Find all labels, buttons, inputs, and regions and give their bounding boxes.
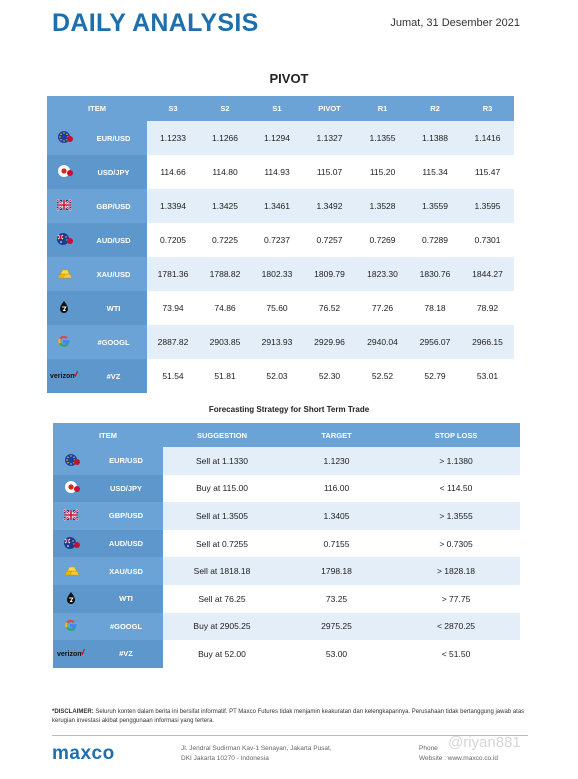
pivot-value-r1: 77.26 — [356, 291, 409, 325]
japan-flag-icon — [47, 155, 80, 189]
pivot-value-s1: 52.03 — [251, 359, 303, 393]
pivot-value-r1: 0.7269 — [356, 223, 409, 257]
pivot-value-s3: 51.54 — [147, 359, 199, 393]
forecast-col-item: ITEM — [53, 423, 163, 447]
pivot-value-r1: 1.3528 — [356, 189, 409, 223]
pivot-value-pivot: 115.07 — [303, 155, 356, 189]
forecast-suggestion: Sell at 1.1330 — [163, 447, 281, 475]
forecast-stop-loss: > 1828.18 — [392, 557, 520, 585]
pivot-col-s3: S3 — [147, 96, 199, 121]
pivot-value-r2: 1830.76 — [409, 257, 461, 291]
pivot-row — [47, 155, 514, 189]
maxco-logo: maxco — [52, 743, 115, 764]
pivot-value-r2: 1.1388 — [409, 121, 461, 155]
forecast-suggestion: Sell at 0.7255 — [163, 530, 281, 558]
pivot-item-label: XAU/USD — [80, 257, 147, 291]
google-logo-icon — [53, 613, 89, 641]
forecast-target: 116.00 — [281, 475, 392, 503]
pivot-value-pivot: 1.1327 — [303, 121, 356, 155]
pivot-item-label: GBP/USD — [80, 189, 147, 223]
eu-flag-icon — [53, 447, 89, 475]
forecast-suggestion: Buy at 52.00 — [163, 640, 281, 668]
phone-label: Phone — [419, 745, 438, 752]
forecast-target: 1.3405 — [281, 502, 392, 530]
forecast-row — [53, 502, 520, 530]
disclaimer-label: *DISCLAIMER: — [52, 709, 94, 715]
watermark: @riyan881 — [448, 734, 521, 751]
pivot-value-r2: 52.79 — [409, 359, 461, 393]
website-label: Website : www.maxco.co.id — [419, 755, 498, 762]
forecast-suggestion: Buy at 2905.25 — [163, 613, 281, 641]
page-title: DAILY ANALYSIS — [52, 9, 259, 37]
pivot-value-r1: 1823.30 — [356, 257, 409, 291]
forecast-item-label: #GOOGL — [89, 613, 163, 641]
forecast-item-label: USD/JPY — [89, 475, 163, 503]
verizon-logo-icon — [47, 359, 80, 393]
pivot-value-s2: 114.80 — [199, 155, 251, 189]
pivot-item-label: EUR/USD — [80, 121, 147, 155]
pivot-value-r3: 115.47 — [461, 155, 514, 189]
forecast-item-label: EUR/USD — [89, 447, 163, 475]
uk-flag-icon — [47, 189, 80, 223]
pivot-value-r3: 53.01 — [461, 359, 514, 393]
pivot-value-s3: 1781.36 — [147, 257, 199, 291]
pivot-value-s2: 0.7225 — [199, 223, 251, 257]
pivot-value-pivot: 76.52 — [303, 291, 356, 325]
verizon-logo-icon — [53, 640, 89, 668]
forecast-target: 73.25 — [281, 585, 392, 613]
pivot-row — [47, 223, 514, 257]
pivot-value-pivot: 1809.79 — [303, 257, 356, 291]
pivot-value-s3: 114.66 — [147, 155, 199, 189]
gold-bars-icon — [47, 257, 80, 291]
forecast-suggestion: Buy at 115.00 — [163, 475, 281, 503]
japan-flag-icon — [53, 475, 89, 503]
address-line-1: Jl. Jendral Sudirman Kav-1 Senayan, Jakarta Pusat, — [181, 745, 332, 752]
forecast-item-label: WTI — [89, 585, 163, 613]
pivot-col-s2: S2 — [199, 96, 251, 121]
forecast-suggestion: Sell at 1.3505 — [163, 502, 281, 530]
pivot-value-r3: 0.7301 — [461, 223, 514, 257]
forecast-target: 1798.18 — [281, 557, 392, 585]
gold-bars-icon — [53, 557, 89, 585]
pivot-value-r1: 1.1355 — [356, 121, 409, 155]
pivot-row — [47, 257, 514, 291]
forecast-col-stop-loss: STOP LOSS — [392, 423, 520, 447]
forecast-item-label: GBP/USD — [89, 502, 163, 530]
forecast-row — [53, 557, 520, 585]
forecast-item-label: AUD/USD — [89, 530, 163, 558]
pivot-col-pivot: PIVOT — [303, 96, 356, 121]
pivot-col-r2: R2 — [409, 96, 461, 121]
pivot-table — [47, 96, 514, 393]
forecast-stop-loss: > 77.75 — [392, 585, 520, 613]
forecast-header-row — [53, 423, 520, 447]
pivot-value-s1: 1.1294 — [251, 121, 303, 155]
forecast-target: 53.00 — [281, 640, 392, 668]
pivot-value-s2: 51.81 — [199, 359, 251, 393]
forecast-row — [53, 613, 520, 641]
disclaimer — [52, 708, 532, 726]
forecast-col-suggestion: SUGGESTION — [163, 423, 281, 447]
forecast-row — [53, 640, 520, 668]
pivot-value-r1: 52.52 — [356, 359, 409, 393]
forecast-suggestion: Sell at 76.25 — [163, 585, 281, 613]
pivot-value-r3: 1844.27 — [461, 257, 514, 291]
address-line-2: DKI Jakarta 10270 - Indonesia — [181, 755, 269, 762]
pivot-value-r2: 78.18 — [409, 291, 461, 325]
pivot-col-item: ITEM — [47, 96, 147, 121]
pivot-row — [47, 325, 514, 359]
pivot-col-s1: S1 — [251, 96, 303, 121]
pivot-header-row — [47, 96, 514, 121]
forecast-target: 1.1230 — [281, 447, 392, 475]
pivot-value-s2: 1.3425 — [199, 189, 251, 223]
forecast-row — [53, 475, 520, 503]
pivot-row — [47, 359, 514, 393]
australia-flag-icon — [53, 530, 89, 558]
pivot-value-r2: 0.7289 — [409, 223, 461, 257]
forecast-stop-loss: < 114.50 — [392, 475, 520, 503]
pivot-value-r1: 2940.04 — [356, 325, 409, 359]
pivot-value-r2: 115.34 — [409, 155, 461, 189]
pivot-value-s3: 73.94 — [147, 291, 199, 325]
pivot-value-r2: 1.3559 — [409, 189, 461, 223]
forecast-stop-loss: < 2870.25 — [392, 613, 520, 641]
pivot-value-r1: 115.20 — [356, 155, 409, 189]
pivot-item-label: USD/JPY — [80, 155, 147, 189]
forecast-item-label: XAU/USD — [89, 557, 163, 585]
pivot-value-s3: 1.3394 — [147, 189, 199, 223]
pivot-col-r3: R3 — [461, 96, 514, 121]
forecast-suggestion: Sell at 1818.18 — [163, 557, 281, 585]
report-date: Jumat, 31 Desember 2021 — [390, 17, 520, 29]
oil-drop-icon — [47, 291, 80, 325]
pivot-row — [47, 291, 514, 325]
pivot-value-s1: 1.3461 — [251, 189, 303, 223]
pivot-value-pivot: 52.30 — [303, 359, 356, 393]
pivot-item-label: WTI — [80, 291, 147, 325]
disclaimer-text: Seluruh konten dalam berita ini bersifat informatif. PT Maxco Futures tidak menjamin keakuratan dan kelengkapannya. Perusahaan tidak bertanggung jawab atas kerugian investasi akibat penggunaan informasi yang tertera. — [52, 709, 525, 724]
forecast-row — [53, 447, 520, 475]
pivot-value-pivot: 2929.96 — [303, 325, 356, 359]
forecast-table — [53, 423, 520, 668]
forecast-stop-loss: > 0.7305 — [392, 530, 520, 558]
pivot-value-s1: 1802.33 — [251, 257, 303, 291]
pivot-value-s2: 1.1266 — [199, 121, 251, 155]
pivot-value-r3: 1.3595 — [461, 189, 514, 223]
forecast-stop-loss: > 1.1380 — [392, 447, 520, 475]
pivot-row — [47, 121, 514, 155]
forecast-col-target: TARGET — [281, 423, 392, 447]
pivot-value-s3: 1.1233 — [147, 121, 199, 155]
forecast-item-label: #VZ — [89, 640, 163, 668]
forecast-stop-loss: < 51.50 — [392, 640, 520, 668]
pivot-item-label: AUD/USD — [80, 223, 147, 257]
pivot-value-s2: 1788.82 — [199, 257, 251, 291]
pivot-row — [47, 189, 514, 223]
svg-text:verizon: verizon — [49, 373, 75, 380]
pivot-item-label: #GOOGL — [80, 325, 147, 359]
pivot-col-r1: R1 — [356, 96, 409, 121]
pivot-value-s2: 2903.85 — [199, 325, 251, 359]
pivot-value-pivot: 0.7257 — [303, 223, 356, 257]
pivot-value-s1: 2913.93 — [251, 325, 303, 359]
pivot-value-s1: 75.60 — [251, 291, 303, 325]
pivot-value-r3: 78.92 — [461, 291, 514, 325]
forecast-target: 0.7155 — [281, 530, 392, 558]
pivot-value-r3: 2966.15 — [461, 325, 514, 359]
pivot-value-s3: 2887.82 — [147, 325, 199, 359]
pivot-value-r2: 2956.07 — [409, 325, 461, 359]
company-address — [181, 744, 332, 764]
australia-flag-icon — [47, 223, 80, 257]
svg-text:verizon: verizon — [57, 650, 82, 658]
oil-drop-icon — [53, 585, 89, 613]
pivot-item-label: #VZ — [80, 359, 147, 393]
pivot-title: PIVOT — [269, 71, 309, 86]
google-logo-icon — [47, 325, 80, 359]
pivot-value-s1: 114.93 — [251, 155, 303, 189]
pivot-value-s2: 74.86 — [199, 291, 251, 325]
forecast-target: 2975.25 — [281, 613, 392, 641]
pivot-value-r3: 1.1416 — [461, 121, 514, 155]
uk-flag-icon — [53, 502, 89, 530]
pivot-value-pivot: 1.3492 — [303, 189, 356, 223]
forecast-row — [53, 530, 520, 558]
forecast-row — [53, 585, 520, 613]
pivot-value-s3: 0.7205 — [147, 223, 199, 257]
forecast-stop-loss: > 1.3555 — [392, 502, 520, 530]
forecast-title: Forecasting Strategy for Short Term Trade — [208, 405, 370, 414]
eu-flag-icon — [47, 121, 80, 155]
pivot-value-s1: 0.7237 — [251, 223, 303, 257]
